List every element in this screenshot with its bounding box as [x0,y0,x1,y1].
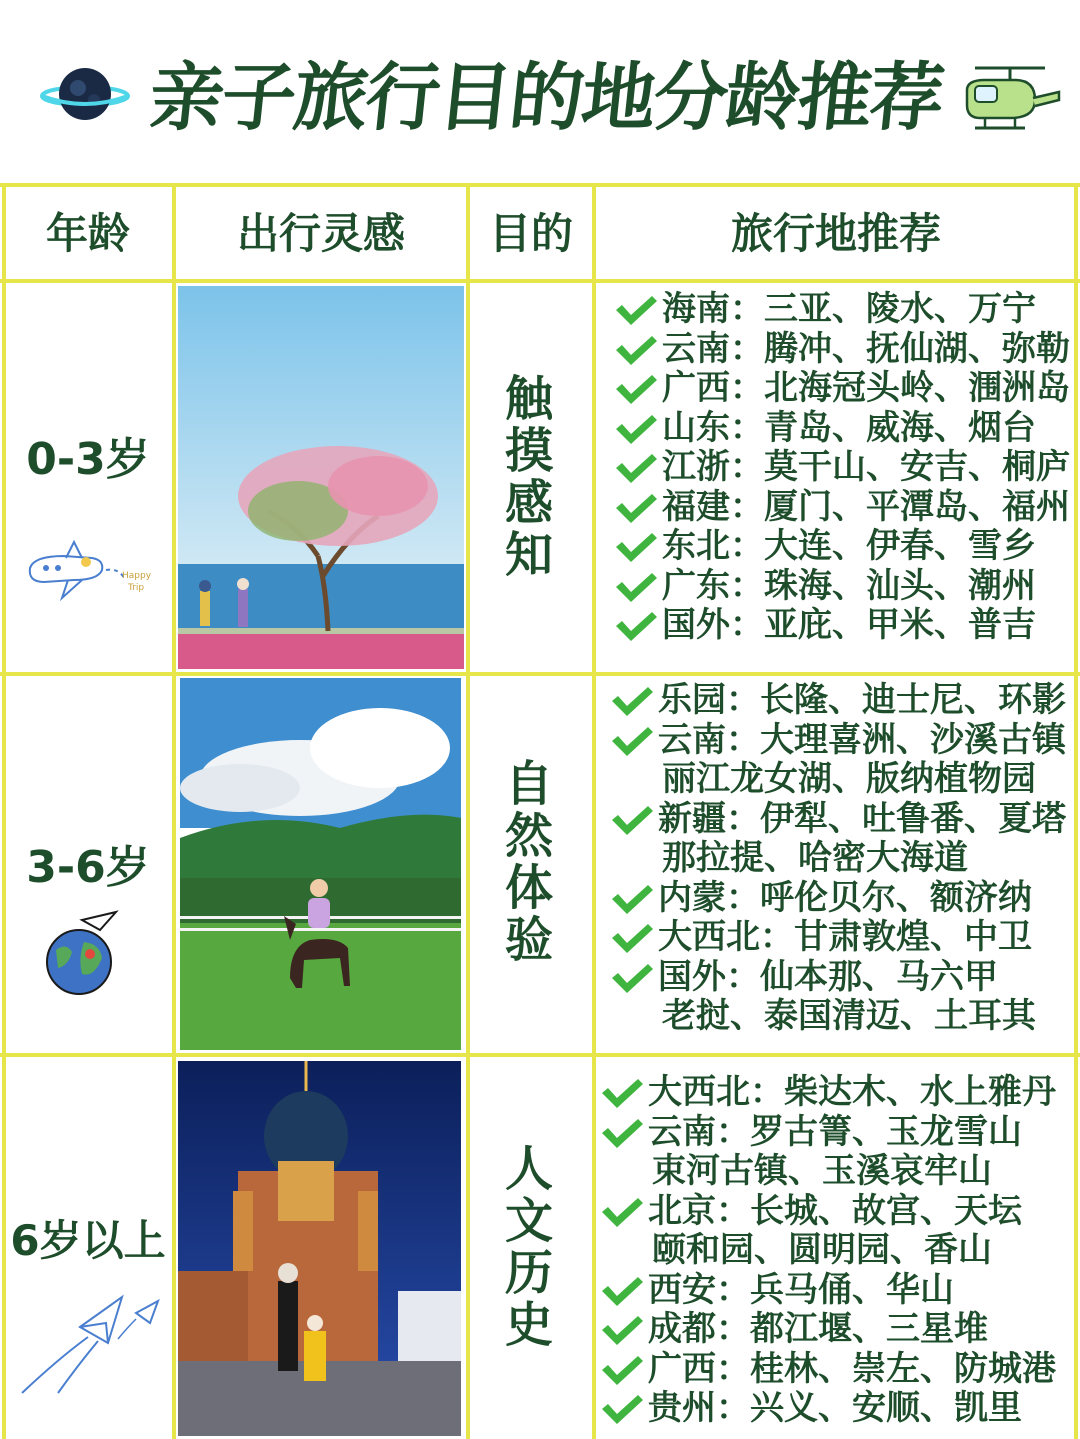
recommendation-table [0,183,1080,1439]
destination-line [610,839,1066,879]
checkmark-icon [600,1354,644,1386]
destination-line [614,330,1070,370]
photo-seaside-tree [178,286,464,669]
checkmark-icon [610,883,654,915]
checkmark-icon [600,1077,644,1109]
row-divider [0,1053,1080,1057]
destination-line [614,448,1070,488]
purpose-char: 自 [504,756,553,812]
destination-list [600,1073,1056,1429]
checkmark-icon [600,1393,644,1425]
purpose-char: 然 [504,808,553,864]
purpose-char: 史 [504,1297,553,1353]
checkmark-icon [600,1196,644,1228]
row-divider [0,672,1080,676]
destination-text: 乐园：长隆、迪士尼、环影 [658,680,1066,720]
age-label: 6岁以上 [10,1216,166,1265]
purpose-label [466,1143,592,1351]
destination-line [600,1113,1056,1153]
destination-text: 国外：仙本那、马六甲 [658,956,998,997]
destination-line [610,681,1066,721]
helicopter-icon [955,60,1065,135]
purpose-char: 摸 [504,423,553,479]
destination-line [600,1231,1056,1271]
destination-line [600,1152,1056,1192]
purpose-label [466,373,592,581]
globe-doodle [42,908,120,998]
destination-text: 大西北：甘肃敦煌、中卫 [658,917,1032,957]
checkmark-icon [610,962,654,994]
destination-line [610,721,1066,761]
destination-text: 云南：大理喜洲、沙溪古镇 [658,719,1066,760]
purpose-char: 文 [504,1193,553,1249]
destination-text: 束河古镇、玉溪哀牢山 [652,1151,992,1191]
destination-line [610,800,1066,840]
airplane-doodle [24,538,154,608]
title-bar [0,0,1080,185]
purpose-char: 知 [504,527,553,583]
svg-text:Trip: Trip [128,583,145,593]
checkmark-icon [614,610,658,642]
header-age: 年龄 [45,209,130,258]
destination-line [614,567,1070,607]
destination-line [610,760,1066,800]
checkmark-icon [610,922,654,954]
checkmark-icon [614,334,658,366]
destination-text: 山东：青岛、威海、烟台 [662,407,1036,448]
destination-line [600,1271,1056,1311]
checkmark-icon [614,413,658,445]
destination-text: 国外：亚庇、甲米、普吉 [662,605,1036,645]
header-purpose: 目的 [488,209,573,258]
destination-text: 丽江龙女湖、版纳植物园 [662,759,1036,799]
checkmark-icon [614,294,658,326]
destination-line [614,606,1070,646]
destination-text: 广西：桂林、崇左、防城港 [648,1348,1056,1389]
destination-line [600,1350,1056,1390]
checkmark-icon [614,492,658,524]
destination-line [614,527,1070,567]
column-divider [592,183,596,1439]
destination-line [610,879,1066,919]
destination-text: 海南：三亚、陵水、万宁 [662,289,1036,329]
column-divider [1074,183,1078,1439]
destination-text: 广东：珠海、汕头、潮州 [662,565,1036,606]
destination-text: 大西北：柴达木、水上雅丹 [648,1072,1056,1112]
destination-text: 新疆：伊犁、吐鲁番、夏塔 [658,798,1066,839]
destination-text: 云南：腾冲、抚仙湖、弥勒 [662,328,1070,369]
destination-text: 西安：兵马俑、华山 [648,1269,954,1310]
purpose-char: 感 [504,475,553,531]
destination-line [614,290,1070,330]
destination-line [600,1310,1056,1350]
checkmark-icon [610,804,654,836]
destination-line [614,488,1070,528]
checkmark-icon [614,373,658,405]
purpose-char: 验 [504,912,553,968]
checkmark-icon [600,1275,644,1307]
checkmark-icon [610,725,654,757]
destination-line [600,1192,1056,1232]
header-destinations: 旅行地推荐 [730,209,941,258]
destination-text: 江浙：莫干山、安吉、桐庐 [662,447,1070,487]
destination-line [600,1389,1056,1429]
age-label: 0-3岁 [26,434,150,485]
photo-pony-meadow [180,678,461,1050]
destination-list [614,290,1070,646]
purpose-char: 触 [504,371,553,427]
destination-list [610,681,1066,1037]
purpose-char: 人 [504,1141,553,1197]
age-label: 3-6岁 [26,842,150,893]
destination-text: 东北：大连、伊春、雪乡 [662,526,1036,566]
destination-line [610,918,1066,958]
checkmark-icon [610,685,654,717]
destination-line [610,958,1066,998]
page-title: 亲子旅行目的地分龄推荐 [145,55,947,141]
header-inspiration: 出行灵感 [236,209,405,258]
paper-plane-doodle [18,1293,163,1398]
photo-cathedral-night [178,1061,461,1436]
destination-text: 云南：罗古箐、玉龙雪山 [648,1111,1022,1152]
destination-text: 贵州：兴义、安顺、凯里 [648,1388,1022,1428]
destination-text: 老挝、泰国清迈、土耳其 [662,996,1036,1036]
destination-line [600,1073,1056,1113]
destination-text: 成都：都江堰、三星堆 [648,1309,988,1349]
purpose-char: 历 [504,1245,553,1301]
checkmark-icon [614,531,658,563]
checkmark-icon [600,1117,644,1149]
purpose-char: 体 [504,860,553,916]
destination-text: 福建：厦门、平潭岛、福州 [662,486,1070,527]
header-divider [0,279,1080,283]
purpose-label [466,758,592,966]
checkmark-icon [600,1314,644,1346]
checkmark-icon [614,571,658,603]
svg-text:Happy: Happy [122,571,152,581]
destination-line [614,409,1070,449]
destination-text: 内蒙：呼伦贝尔、额济纳 [658,877,1032,918]
destination-text: 那拉提、哈密大海道 [662,838,968,878]
destination-text: 颐和园、圆明园、香山 [652,1230,992,1270]
destination-text: 广西：北海冠头岭、涠洲岛 [662,368,1070,408]
planet-icon [40,60,130,130]
destination-line [610,997,1066,1037]
destination-text: 北京：长城、故宫、天坛 [648,1190,1022,1231]
destination-line [614,369,1070,409]
checkmark-icon [614,452,658,484]
